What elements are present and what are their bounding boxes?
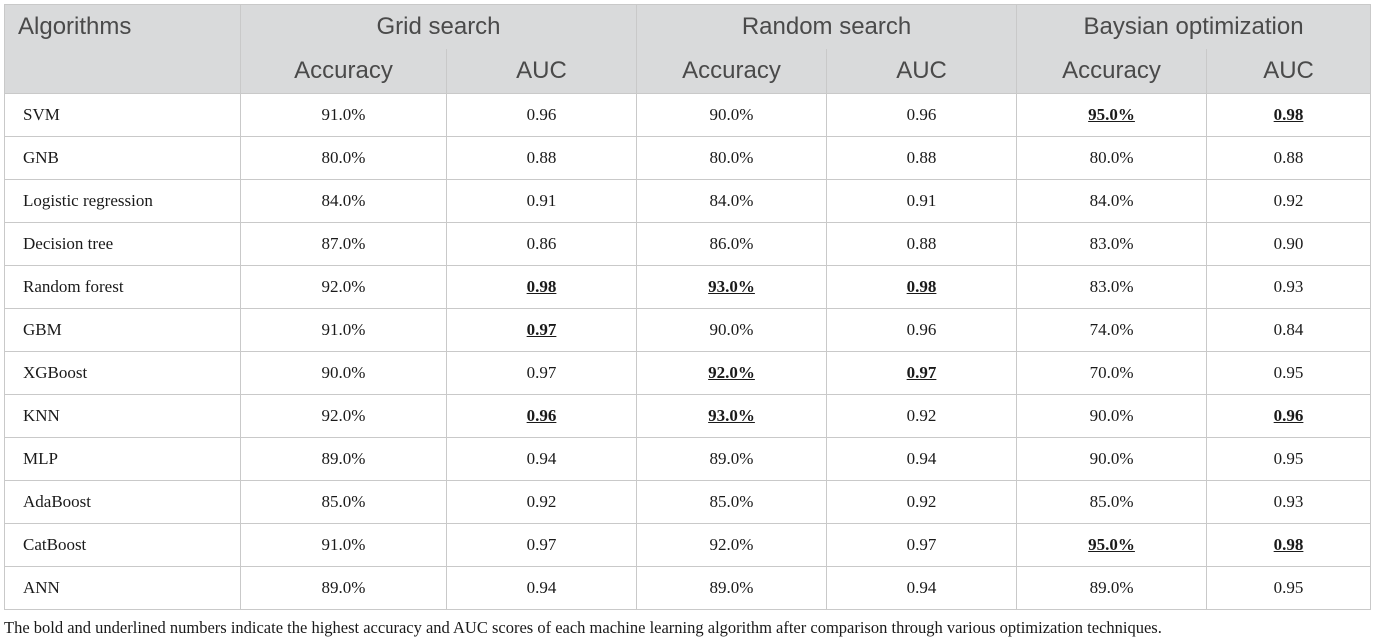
auc-cell: 0.98 (1207, 524, 1371, 567)
accuracy-cell: 84.0% (637, 180, 827, 223)
algorithm-name: KNN (5, 395, 241, 438)
table-row (5, 352, 1371, 395)
results-table (4, 4, 1371, 610)
auc-cell: 0.97 (447, 352, 637, 395)
accuracy-cell: 90.0% (1017, 395, 1207, 438)
accuracy-cell: 86.0% (637, 223, 827, 266)
accuracy-cell: 90.0% (241, 352, 447, 395)
accuracy-cell: 91.0% (241, 524, 447, 567)
accuracy-cell: 85.0% (637, 481, 827, 524)
auc-cell: 0.95 (1207, 438, 1371, 481)
table-row (5, 524, 1371, 567)
auc-cell: 0.97 (447, 524, 637, 567)
auc-cell: 0.88 (1207, 137, 1371, 180)
auc-cell: 0.97 (827, 524, 1017, 567)
accuracy-cell: 93.0% (637, 395, 827, 438)
algorithm-name: GBM (5, 309, 241, 352)
algorithm-name: Logistic regression (5, 180, 241, 223)
table-row (5, 94, 1371, 137)
accuracy-cell: 87.0% (241, 223, 447, 266)
algorithm-name: GNB (5, 137, 241, 180)
accuracy-cell: 83.0% (1017, 223, 1207, 266)
algorithm-name: CatBoost (5, 524, 241, 567)
algorithm-name: MLP (5, 438, 241, 481)
table-row (5, 266, 1371, 309)
auc-cell: 0.88 (827, 223, 1017, 266)
table-row (5, 180, 1371, 223)
accuracy-cell: 95.0% (1017, 524, 1207, 567)
table-row (5, 481, 1371, 524)
auc-cell: 0.91 (447, 180, 637, 223)
header-random-search: Random search (637, 5, 1017, 50)
auc-cell: 0.94 (827, 567, 1017, 610)
accuracy-cell: 92.0% (241, 395, 447, 438)
table-row (5, 309, 1371, 352)
auc-cell: 0.97 (447, 309, 637, 352)
table-row (5, 137, 1371, 180)
header-metric: Accuracy (241, 49, 447, 94)
header-bayesian-optimization: Baysian optimization (1017, 5, 1371, 50)
algorithm-name: XGBoost (5, 352, 241, 395)
algorithm-name: SVM (5, 94, 241, 137)
auc-cell: 0.94 (447, 438, 637, 481)
header-metric: Accuracy (637, 49, 827, 94)
algorithm-name: Decision tree (5, 223, 241, 266)
table-row (5, 567, 1371, 610)
auc-cell: 0.88 (827, 137, 1017, 180)
accuracy-cell: 74.0% (1017, 309, 1207, 352)
auc-cell: 0.84 (1207, 309, 1371, 352)
accuracy-cell: 84.0% (241, 180, 447, 223)
header-metric: AUC (447, 49, 637, 94)
auc-cell: 0.94 (827, 438, 1017, 481)
auc-cell: 0.96 (827, 309, 1017, 352)
auc-cell: 0.97 (827, 352, 1017, 395)
auc-cell: 0.92 (447, 481, 637, 524)
table-row (5, 223, 1371, 266)
auc-cell: 0.88 (447, 137, 637, 180)
auc-cell: 0.94 (447, 567, 637, 610)
accuracy-cell: 92.0% (637, 524, 827, 567)
accuracy-cell: 83.0% (1017, 266, 1207, 309)
accuracy-cell: 89.0% (637, 567, 827, 610)
header-blank (5, 49, 241, 94)
accuracy-cell: 93.0% (637, 266, 827, 309)
table-footnote: The bold and underlined numbers indicate the highest accuracy and AUC scores of each machine learning algorithm after comparison through various optimization techniques. (4, 618, 1162, 637)
accuracy-cell: 89.0% (241, 567, 447, 610)
header-metric: Accuracy (1017, 49, 1207, 94)
auc-cell: 0.93 (1207, 266, 1371, 309)
auc-cell: 0.96 (447, 395, 637, 438)
header-grid-search: Grid search (241, 5, 637, 50)
accuracy-cell: 89.0% (637, 438, 827, 481)
accuracy-cell: 89.0% (241, 438, 447, 481)
auc-cell: 0.96 (827, 94, 1017, 137)
auc-cell: 0.98 (1207, 94, 1371, 137)
accuracy-cell: 92.0% (241, 266, 447, 309)
auc-cell: 0.91 (827, 180, 1017, 223)
accuracy-cell: 92.0% (637, 352, 827, 395)
auc-cell: 0.96 (447, 94, 637, 137)
auc-cell: 0.92 (827, 481, 1017, 524)
accuracy-cell: 95.0% (1017, 94, 1207, 137)
auc-cell: 0.86 (447, 223, 637, 266)
algorithm-name: AdaBoost (5, 481, 241, 524)
algorithm-name: Random forest (5, 266, 241, 309)
accuracy-cell: 89.0% (1017, 567, 1207, 610)
accuracy-cell: 91.0% (241, 309, 447, 352)
auc-cell: 0.95 (1207, 352, 1371, 395)
accuracy-cell: 85.0% (241, 481, 447, 524)
accuracy-cell: 90.0% (637, 94, 827, 137)
auc-cell: 0.98 (827, 266, 1017, 309)
auc-cell: 0.96 (1207, 395, 1371, 438)
accuracy-cell: 70.0% (1017, 352, 1207, 395)
table-row (5, 438, 1371, 481)
header-metric-row (5, 49, 1371, 94)
auc-cell: 0.92 (1207, 180, 1371, 223)
accuracy-cell: 90.0% (1017, 438, 1207, 481)
auc-cell: 0.90 (1207, 223, 1371, 266)
header-algorithms: Algorithms (5, 5, 241, 50)
auc-cell: 0.93 (1207, 481, 1371, 524)
header-metric: AUC (1207, 49, 1371, 94)
accuracy-cell: 85.0% (1017, 481, 1207, 524)
header-group-row (5, 5, 1371, 50)
header-metric: AUC (827, 49, 1017, 94)
accuracy-cell: 80.0% (1017, 137, 1207, 180)
accuracy-cell: 91.0% (241, 94, 447, 137)
accuracy-cell: 80.0% (637, 137, 827, 180)
auc-cell: 0.92 (827, 395, 1017, 438)
table-header (5, 5, 1371, 94)
algorithm-name: ANN (5, 567, 241, 610)
accuracy-cell: 80.0% (241, 137, 447, 180)
table-body (5, 94, 1371, 610)
auc-cell: 0.98 (447, 266, 637, 309)
accuracy-cell: 90.0% (637, 309, 827, 352)
accuracy-cell: 84.0% (1017, 180, 1207, 223)
auc-cell: 0.95 (1207, 567, 1371, 610)
table-row (5, 395, 1371, 438)
